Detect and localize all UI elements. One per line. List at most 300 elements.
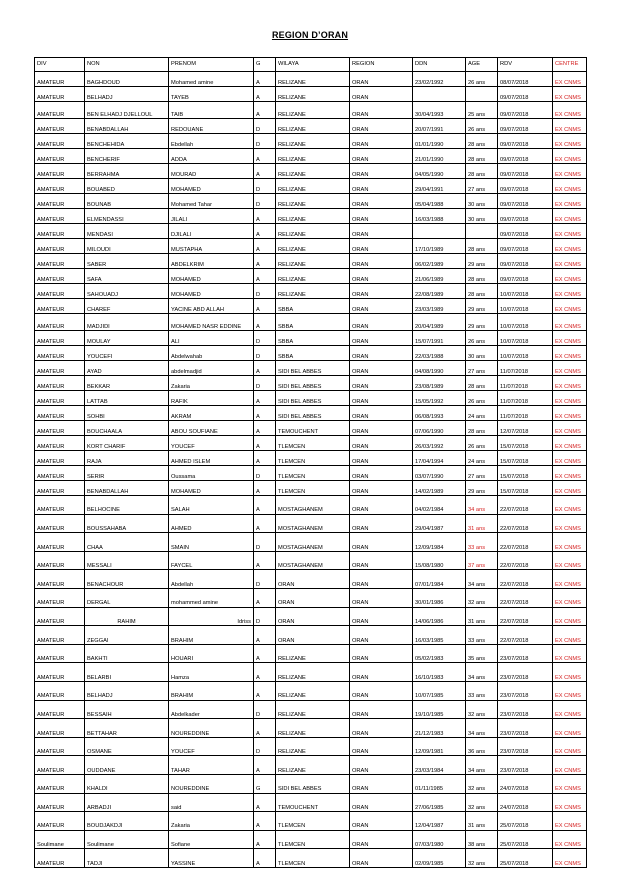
cell-gender: A xyxy=(254,719,276,738)
cell-ddn: 20/07/1991 xyxy=(413,119,466,134)
table-row xyxy=(35,102,587,119)
cell-prenom: TAYEB xyxy=(169,87,254,102)
cell-centre: EX CNMS xyxy=(553,756,587,775)
cell-age: 33 ans xyxy=(466,626,498,645)
cell-rdv: 09/07/2018 xyxy=(498,87,553,102)
cell-wilaya: SIDI BEL ABBES xyxy=(276,391,350,406)
table-row xyxy=(35,361,587,376)
cell-ddn: 02/09/1985 xyxy=(413,849,466,868)
cell-region: ORAN xyxy=(350,72,413,87)
cell-prenom: TAHAR xyxy=(169,756,254,775)
table-row xyxy=(35,451,587,466)
cell-ddn: 04/05/1990 xyxy=(413,164,466,179)
cell-name: BELARBI xyxy=(85,663,169,682)
cell-rdv: 09/07/2018 xyxy=(498,269,553,284)
cell-centre: EX CNMS xyxy=(553,830,587,849)
cell-prenom: ABOU SOUFIANE xyxy=(169,421,254,436)
cell-age: 27 ans xyxy=(466,466,498,481)
cell-rdv: 23/07/2018 xyxy=(498,737,553,756)
cell-ddn: 29/04/1991 xyxy=(413,179,466,194)
cell-div: AMATEUR xyxy=(35,346,85,361)
cell-ddn: 21/06/1989 xyxy=(413,269,466,284)
cell-wilaya: RELIZANE xyxy=(276,87,350,102)
cell-prenom: ABDELKRIM xyxy=(169,254,254,269)
cell-gender: A xyxy=(254,254,276,269)
cell-ddn: 21/01/1990 xyxy=(413,149,466,164)
cell-name: MILOUDI xyxy=(85,239,169,254)
cell-region: ORAN xyxy=(350,119,413,134)
cell-div: AMATEUR xyxy=(35,644,85,663)
cell-wilaya: RELIZANE xyxy=(276,269,350,284)
cell-prenom: Mohamed Tahar xyxy=(169,194,254,209)
cell-ddn: 04/02/1984 xyxy=(413,496,466,515)
cell-div: AMATEUR xyxy=(35,588,85,607)
cell-age: 28 ans xyxy=(466,269,498,284)
cell-ddn: 01/11/1985 xyxy=(413,774,466,793)
cell-div: AMATEUR xyxy=(35,551,85,570)
cell-age: 26 ans xyxy=(466,72,498,87)
cell-prenom: mohammed amine xyxy=(169,588,254,607)
cell-region: ORAN xyxy=(350,756,413,775)
cell-ddn: 27/06/1985 xyxy=(413,793,466,812)
cell-prenom: YOUCEF xyxy=(169,737,254,756)
cell-name: BENABDALLAH xyxy=(85,119,169,134)
table-row xyxy=(35,421,587,436)
cell-div: AMATEUR xyxy=(35,496,85,515)
cell-wilaya: RELIZANE xyxy=(276,224,350,239)
cell-ddn: 17/10/1989 xyxy=(413,239,466,254)
cell-ddn: 16/03/1988 xyxy=(413,209,466,224)
cell-age: 32 ans xyxy=(466,588,498,607)
cell-prenom: MOHAMED NASR EDDINE xyxy=(169,314,254,331)
cell-rdv: 15/07/2018 xyxy=(498,481,553,496)
cell-ddn: 12/04/1987 xyxy=(413,812,466,831)
cell-ddn: 07/03/1980 xyxy=(413,830,466,849)
table-row xyxy=(35,626,587,645)
cell-age: 34 ans xyxy=(466,663,498,682)
cell-rdv: 23/07/2018 xyxy=(498,644,553,663)
cell-prenom: Hamza xyxy=(169,663,254,682)
cell-prenom: Sofiane xyxy=(169,830,254,849)
table-row xyxy=(35,644,587,663)
cell-div: AMATEUR xyxy=(35,570,85,589)
cell-div: AMATEUR xyxy=(35,700,85,719)
cell-prenom: DJILALI xyxy=(169,224,254,239)
cell-ddn xyxy=(413,87,466,102)
cell-prenom: HOUARI xyxy=(169,644,254,663)
cell-div: AMATEUR xyxy=(35,361,85,376)
cell-centre: EX CNMS xyxy=(553,194,587,209)
cell-gender: A xyxy=(254,626,276,645)
cell-prenom: YASSINE xyxy=(169,849,254,868)
cell-rdv: 09/07/2018 xyxy=(498,239,553,254)
cell-age: 30 ans xyxy=(466,209,498,224)
table-row xyxy=(35,391,587,406)
column-header-name: NON xyxy=(85,58,169,72)
cell-age: 28 ans xyxy=(466,239,498,254)
cell-prenom: MOHAMED xyxy=(169,284,254,299)
cell-name: CHAREF xyxy=(85,299,169,314)
cell-div: AMATEUR xyxy=(35,481,85,496)
cell-div: AMATEUR xyxy=(35,756,85,775)
cell-name: ARBADJI xyxy=(85,793,169,812)
cell-age: 33 ans xyxy=(466,681,498,700)
cell-centre: EX CNMS xyxy=(553,793,587,812)
table-row xyxy=(35,756,587,775)
cell-ddn: 19/10/1985 xyxy=(413,700,466,719)
cell-gender: D xyxy=(254,119,276,134)
cell-name: BERRAHMA xyxy=(85,164,169,179)
cell-rdv: 24/07/2018 xyxy=(498,774,553,793)
cell-prenom: MOHAMED xyxy=(169,481,254,496)
table-header-row xyxy=(35,58,587,72)
table-row xyxy=(35,570,587,589)
cell-centre: EX CNMS xyxy=(553,239,587,254)
cell-name: OSMANE xyxy=(85,737,169,756)
cell-ddn: 23/03/1989 xyxy=(413,299,466,314)
cell-ddn: 14/06/1986 xyxy=(413,607,466,626)
cell-gender: A xyxy=(254,72,276,87)
table-row xyxy=(35,376,587,391)
cell-rdv: 22/07/2018 xyxy=(498,607,553,626)
cell-region: ORAN xyxy=(350,737,413,756)
cell-ddn: 23/03/1984 xyxy=(413,756,466,775)
cell-wilaya: RELIZANE xyxy=(276,72,350,87)
cell-name: MESSALI xyxy=(85,551,169,570)
cell-region: ORAN xyxy=(350,436,413,451)
cell-age: 28 ans xyxy=(466,376,498,391)
cell-centre: EX CNMS xyxy=(553,119,587,134)
cell-region: ORAN xyxy=(350,224,413,239)
cell-rdv: 12/07/2018 xyxy=(498,421,553,436)
cell-div: AMATEUR xyxy=(35,119,85,134)
cell-wilaya: TLEMCEN xyxy=(276,481,350,496)
cell-wilaya: TLEMCEN xyxy=(276,849,350,868)
column-header-div: DIV xyxy=(35,58,85,72)
cell-wilaya: RELIZANE xyxy=(276,209,350,224)
table-row xyxy=(35,793,587,812)
cell-name: BENCHEHIDA xyxy=(85,134,169,149)
table-row xyxy=(35,119,587,134)
cell-rdv: 09/07/2018 xyxy=(498,179,553,194)
cell-div: AMATEUR xyxy=(35,451,85,466)
cell-region: ORAN xyxy=(350,644,413,663)
cell-wilaya: RELIZANE xyxy=(276,644,350,663)
cell-rdv: 23/07/2018 xyxy=(498,719,553,738)
cell-gender: A xyxy=(254,436,276,451)
cell-rdv: 09/07/2018 xyxy=(498,254,553,269)
cell-region: ORAN xyxy=(350,269,413,284)
cell-wilaya: RELIZANE xyxy=(276,194,350,209)
cell-ddn: 30/04/1993 xyxy=(413,102,466,119)
cell-name: BOUDJAKDJI xyxy=(85,812,169,831)
cell-div: AMATEUR xyxy=(35,239,85,254)
cell-age: 25 ans xyxy=(466,102,498,119)
cell-rdv: 22/07/2018 xyxy=(498,588,553,607)
cell-name: KHALDI xyxy=(85,774,169,793)
cell-rdv: 15/07/2018 xyxy=(498,451,553,466)
cell-ddn: 07/01/1984 xyxy=(413,570,466,589)
cell-gender: A xyxy=(254,644,276,663)
cell-rdv: 24/07/2018 xyxy=(498,793,553,812)
cell-name: SAFA xyxy=(85,269,169,284)
table-row xyxy=(35,588,587,607)
cell-wilaya: RELIZANE xyxy=(276,239,350,254)
cell-div: AMATEUR xyxy=(35,331,85,346)
cell-centre: EX CNMS xyxy=(553,314,587,331)
column-header-gender: G xyxy=(254,58,276,72)
cell-gender: A xyxy=(254,812,276,831)
cell-ddn: 22/03/1988 xyxy=(413,346,466,361)
cell-div: AMATEUR xyxy=(35,284,85,299)
cell-age: 32 ans xyxy=(466,793,498,812)
cell-name: BOUCHAALA xyxy=(85,421,169,436)
cell-ddn xyxy=(413,224,466,239)
cell-div: AMATEUR xyxy=(35,793,85,812)
cell-gender: A xyxy=(254,830,276,849)
cell-region: ORAN xyxy=(350,87,413,102)
cell-rdv: 11/07/2018 xyxy=(498,406,553,421)
cell-centre: EX CNMS xyxy=(553,681,587,700)
table-row xyxy=(35,551,587,570)
cell-rdv: 09/07/2018 xyxy=(498,102,553,119)
cell-ddn: 15/05/1992 xyxy=(413,391,466,406)
cell-region: ORAN xyxy=(350,331,413,346)
cell-name: MOULAY xyxy=(85,331,169,346)
cell-gender: A xyxy=(254,588,276,607)
cell-name: BENCHERIF xyxy=(85,149,169,164)
cell-rdv: 09/07/2018 xyxy=(498,164,553,179)
cell-region: ORAN xyxy=(350,164,413,179)
cell-wilaya: SIDI BEL ABBES xyxy=(276,406,350,421)
cell-centre: EX CNMS xyxy=(553,436,587,451)
cell-region: ORAN xyxy=(350,663,413,682)
cell-region: ORAN xyxy=(350,209,413,224)
table-row xyxy=(35,466,587,481)
cell-wilaya: RELIZANE xyxy=(276,149,350,164)
cell-prenom: YACINE ABD ALLAH xyxy=(169,299,254,314)
cell-wilaya: MOSTAGHANEM xyxy=(276,496,350,515)
cell-gender: A xyxy=(254,756,276,775)
cell-age: 31 ans xyxy=(466,514,498,533)
cell-ddn: 05/04/1988 xyxy=(413,194,466,209)
cell-prenom: NOUREDDINE xyxy=(169,774,254,793)
cell-gender: D xyxy=(254,134,276,149)
cell-div: AMATEUR xyxy=(35,254,85,269)
cell-wilaya: TLEMCEN xyxy=(276,830,350,849)
cell-prenom: REDOUANE xyxy=(169,119,254,134)
cell-prenom: AHMED xyxy=(169,514,254,533)
cell-region: ORAN xyxy=(350,570,413,589)
cell-centre: EX CNMS xyxy=(553,421,587,436)
cell-region: ORAN xyxy=(350,406,413,421)
cell-gender: A xyxy=(254,314,276,331)
cell-prenom: MOHAMED xyxy=(169,179,254,194)
cell-name: YOUCEFI xyxy=(85,346,169,361)
column-header-prenom: PRENOM xyxy=(169,58,254,72)
cell-gender: A xyxy=(254,391,276,406)
cell-region: ORAN xyxy=(350,681,413,700)
cell-centre: EX CNMS xyxy=(553,376,587,391)
players-table xyxy=(34,57,587,868)
cell-div: AMATEUR xyxy=(35,466,85,481)
cell-rdv: 22/07/2018 xyxy=(498,533,553,552)
table-row xyxy=(35,830,587,849)
cell-centre: EX CNMS xyxy=(553,812,587,831)
table-row xyxy=(35,719,587,738)
cell-age: 28 ans xyxy=(466,421,498,436)
cell-wilaya: RELIZANE xyxy=(276,700,350,719)
cell-wilaya: SBBA xyxy=(276,299,350,314)
cell-age: 29 ans xyxy=(466,299,498,314)
cell-name: Soulimane xyxy=(85,830,169,849)
cell-prenom: Oussama xyxy=(169,466,254,481)
column-header-region: REGION xyxy=(350,58,413,72)
cell-gender: A xyxy=(254,496,276,515)
cell-age: 29 ans xyxy=(466,254,498,269)
cell-gender: A xyxy=(254,209,276,224)
cell-centre: EX CNMS xyxy=(553,496,587,515)
cell-wilaya: TLEMCEN xyxy=(276,466,350,481)
table-row xyxy=(35,406,587,421)
cell-prenom: Abdellah xyxy=(169,570,254,589)
cell-age xyxy=(466,224,498,239)
cell-region: ORAN xyxy=(350,514,413,533)
cell-prenom: Mohamed amine xyxy=(169,72,254,87)
cell-wilaya: TEMOUCHENT xyxy=(276,421,350,436)
cell-age: 27 ans xyxy=(466,179,498,194)
cell-gender: D xyxy=(254,194,276,209)
cell-ddn: 12/09/1984 xyxy=(413,533,466,552)
cell-region: ORAN xyxy=(350,346,413,361)
cell-centre: EX CNMS xyxy=(553,224,587,239)
cell-ddn: 21/12/1983 xyxy=(413,719,466,738)
cell-name: BOUNAB xyxy=(85,194,169,209)
cell-region: ORAN xyxy=(350,551,413,570)
cell-name: SERIR xyxy=(85,466,169,481)
cell-ddn: 06/08/1993 xyxy=(413,406,466,421)
cell-rdv: 15/07/2018 xyxy=(498,466,553,481)
cell-wilaya: SBBA xyxy=(276,331,350,346)
table-row xyxy=(35,224,587,239)
cell-name: SABER xyxy=(85,254,169,269)
cell-gender: A xyxy=(254,451,276,466)
cell-name: BELHADJ xyxy=(85,87,169,102)
cell-age xyxy=(466,87,498,102)
cell-centre: EX CNMS xyxy=(553,774,587,793)
cell-age: 26 ans xyxy=(466,436,498,451)
cell-name: BEN ELHADJ DJELLOUL xyxy=(85,102,169,119)
cell-ddn: 05/02/1983 xyxy=(413,644,466,663)
cell-prenom: NOUREDDINE xyxy=(169,719,254,738)
cell-age: 26 ans xyxy=(466,331,498,346)
table-row xyxy=(35,239,587,254)
cell-centre: EX CNMS xyxy=(553,451,587,466)
cell-prenom: said xyxy=(169,793,254,812)
cell-prenom: Abdelwahab xyxy=(169,346,254,361)
cell-age: 30 ans xyxy=(466,346,498,361)
cell-gender: A xyxy=(254,421,276,436)
cell-rdv: 22/07/2018 xyxy=(498,514,553,533)
cell-ddn: 06/02/1989 xyxy=(413,254,466,269)
cell-gender: D xyxy=(254,346,276,361)
cell-div: AMATEUR xyxy=(35,626,85,645)
cell-centre: EX CNMS xyxy=(553,514,587,533)
cell-centre: EX CNMS xyxy=(553,254,587,269)
cell-age: 34 ans xyxy=(466,719,498,738)
cell-region: ORAN xyxy=(350,194,413,209)
cell-gender: D xyxy=(254,376,276,391)
cell-region: ORAN xyxy=(350,391,413,406)
cell-gender: A xyxy=(254,102,276,119)
cell-div: AMATEUR xyxy=(35,406,85,421)
cell-age: 36 ans xyxy=(466,737,498,756)
cell-centre: EX CNMS xyxy=(553,737,587,756)
cell-region: ORAN xyxy=(350,466,413,481)
cell-ddn: 01/01/1990 xyxy=(413,134,466,149)
cell-div: AMATEUR xyxy=(35,681,85,700)
cell-ddn: 29/04/1987 xyxy=(413,514,466,533)
table-row xyxy=(35,149,587,164)
cell-ddn: 16/03/1985 xyxy=(413,626,466,645)
table-row xyxy=(35,346,587,361)
cell-ddn: 15/08/1980 xyxy=(413,551,466,570)
cell-prenom: Zakaria xyxy=(169,812,254,831)
column-header-rdv: RDV xyxy=(498,58,553,72)
cell-wilaya: SBBA xyxy=(276,346,350,361)
cell-ddn: 22/08/1989 xyxy=(413,284,466,299)
cell-centre: EX CNMS xyxy=(553,149,587,164)
cell-age: 31 ans xyxy=(466,812,498,831)
cell-wilaya: RELIZANE xyxy=(276,284,350,299)
cell-prenom: JILALI xyxy=(169,209,254,224)
cell-name: SAHOUADJ xyxy=(85,284,169,299)
cell-ddn: 03/07/1990 xyxy=(413,466,466,481)
table-row xyxy=(35,812,587,831)
cell-centre: EX CNMS xyxy=(553,626,587,645)
cell-age: 28 ans xyxy=(466,164,498,179)
cell-gender: A xyxy=(254,406,276,421)
table-row xyxy=(35,314,587,331)
cell-prenom: MOHAMED xyxy=(169,269,254,284)
cell-name: AYAD xyxy=(85,361,169,376)
cell-age: 24 ans xyxy=(466,406,498,421)
cell-rdv: 22/07/2018 xyxy=(498,551,553,570)
cell-wilaya: RELIZANE xyxy=(276,102,350,119)
cell-gender: D xyxy=(254,533,276,552)
cell-region: ORAN xyxy=(350,793,413,812)
cell-name: MADJIDI xyxy=(85,314,169,331)
cell-name: BENACHOUR xyxy=(85,570,169,589)
table-row xyxy=(35,774,587,793)
cell-wilaya: MOSTAGHANEM xyxy=(276,551,350,570)
cell-div: AMATEUR xyxy=(35,533,85,552)
cell-gender: D xyxy=(254,466,276,481)
cell-region: ORAN xyxy=(350,299,413,314)
cell-div: AMATEUR xyxy=(35,737,85,756)
cell-region: ORAN xyxy=(350,626,413,645)
cell-div: AMATEUR xyxy=(35,194,85,209)
cell-centre: EX CNMS xyxy=(553,269,587,284)
cell-age: 32 ans xyxy=(466,774,498,793)
cell-rdv: 22/07/2018 xyxy=(498,626,553,645)
cell-name: BAKHTI xyxy=(85,644,169,663)
cell-name: BENABDALLAH xyxy=(85,481,169,496)
cell-ddn: 17/04/1994 xyxy=(413,451,466,466)
table-row xyxy=(35,700,587,719)
cell-region: ORAN xyxy=(350,134,413,149)
cell-div: AMATEUR xyxy=(35,314,85,331)
